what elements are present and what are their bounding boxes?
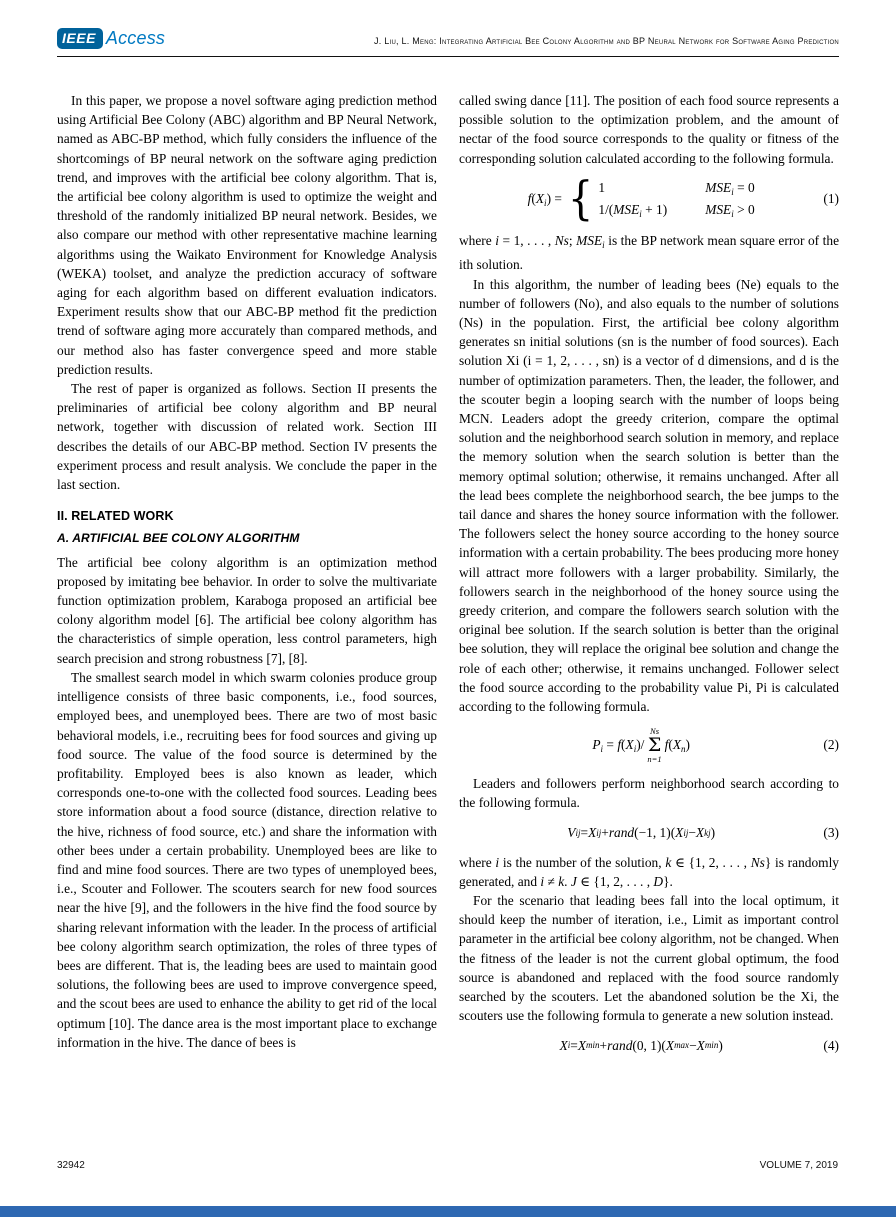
paragraph: where i = 1, . . . , Ns; $MSE_i$ is the BP network mean square error of the ith solution. — [459, 233, 839, 273]
sigma-icon: Σ — [647, 733, 662, 756]
eq2-pre: $P_i = f(X_i)/$ — [592, 736, 645, 754]
sum-lower-limit: n=1 — [647, 753, 662, 764]
left-column — [57, 91, 437, 1143]
equation-3 — [459, 824, 839, 842]
equation-2-body — [459, 727, 823, 763]
equation-3-body: V ij = X ij + rand (−1, 1)( X ij − X kj ) — [567, 824, 716, 840]
page-number: 32942 — [57, 1160, 85, 1171]
equation-3-number: (3) — [823, 824, 839, 840]
paragraph: The smallest search model in which swarm colonies produce group intelligence consists of three basic components, i.e., food sources, employed bees, and unemployed bees. There are two of most basic behavioral models, i.e., recruiting bees for food sources and giving up food source. The value of the food source is determined by the profitability. Employed bees is also known as leader, which corresponds one-to-one with the collected food sources. Leading bees store information about a food source (distance, direction relative to the hive, richness of food source, etc.) and share the information with other bees under a certain probability. Unemployed bees are like to find and mine food sources. There are two types of unemployed bees, i.e., Scouter and Follower. The scouters search for new food sources near the hive [9], and the followers in the hive find the food source by sharing relevant information with the leader. In the process of artificial bee colony algorithm search optimization, the roles of three types of bees are different. That is, the leading bees are used to maintain good solutions, the following bees are used to improve convergence speed, and the scout bees are used to enhance the ability to get rid of the local optimum [10]. The dance area is the most important place to exchange information in the hive. The dance of bees is — [57, 669, 437, 1050]
right-column — [459, 91, 839, 1143]
access-logo-text: Access — [105, 28, 166, 48]
equation-4-number: (4) — [823, 1037, 839, 1053]
equation-1 — [459, 173, 839, 226]
summation-symbol — [647, 727, 661, 763]
section-heading-related-work: II. RELATED WORK — [57, 509, 174, 524]
page-footer — [57, 1160, 838, 1171]
sum-upper-limit: Ns — [650, 726, 660, 737]
paragraph: The rest of paper is organized as follows. Section II presents the preliminaries of artificial bee colony algorithm and BP neural network, together with discussion of related work. Section III describes the details of our ABC-BP method. Section IV presents the experiment process and result analysis. We conclude the paper in the last section. — [57, 381, 437, 493]
volume-info: VOLUME 7, 2019 — [759, 1160, 838, 1171]
equation-4 — [459, 1037, 839, 1055]
running-title: J. Liu, L. Meng: Integrating Artificial Bee Colony Algorithm and BP Neural Network for Software Aging Prediction — [374, 36, 839, 46]
eq1-case1-value: 1 — [598, 179, 606, 195]
paragraph: In this paper, we propose a novel software aging prediction method using Artificial Bee Colony (ABC) algorithm and BP Neural Network, named as ABC-BP method, which fully considers the influence of the shortcomings of BP neural network on the software aging prediction trend, and improves with the artificial bee colony algorithm. That is, the artificial bee colony algorithm is used to optimize the weight and threshold of the randomly initialized BP neural network. Besides, we also compare our method with other representative machine learning algorithms using the Waikato Environment for Knowledge Analysis (WEKA) toolset, and analyze the prediction accuracy of software aging for each algorithm based on different evaluation indicators. Experiment results show that our ABC-BP method fit the prediction trend of software aging more accurately than compared methods, and our method also has faster convergence speed and more stable prediction results. — [57, 93, 437, 377]
equation-1-number: (1) — [823, 191, 839, 207]
subsection-heading-abc: A. ARTIFICIAL BEE COLONY ALGORITHM — [57, 531, 300, 546]
eq1-lhs: $f(X_i)$ = — [527, 190, 562, 208]
page-header — [57, 28, 839, 57]
equation-2-number: (2) — [823, 737, 839, 753]
paragraph: The artificial bee colony algorithm is an optimization method proposed by imitating bee behavior. In order to solve the multivariate function optimization problem, Karaboga proposed an artificial bee colony algorithm model [6]. The artificial bee colony algorithm has the characteristics of simple operation, less control parameters, high search precision and strong robustness [7], [8]. — [57, 554, 437, 666]
eq1-case2-value: $1/(MSE_i + 1)$ — [598, 201, 668, 219]
ieee-access-logo — [57, 28, 165, 49]
paragraph: where i is the number of the solution, k ∈ {1, 2, . . . , Ns} is randomly generated, and i ≠ k. J ∈ {1, 2, . . . , D}. — [459, 854, 839, 889]
paragraph: For the scenario that leading bees fall into the local optimum, it should keep the number of iteration, i.e., Limit as important control parameter in the artificial bee colony algorithm, not be changed. When the fitness of the leader is not the current global optimum, the food source is abandoned and replaced with the food source randomly searched by the scouters. Let the abandoned solution be the Xi, the scouters use the following formula to generate a new solution instead. — [459, 893, 839, 1024]
ieee-logo-badge: IEEE — [57, 28, 103, 49]
equation-2 — [459, 727, 839, 763]
paragraph: called swing dance [11]. The position of each food source represents a possible solution to the optimization problem, and the amount of nectar of the food source corresponds to the quality or fitness of the corresponding solution calculated according to the following formula. — [459, 93, 839, 166]
eq1-cases — [598, 179, 754, 220]
eq1-case2-condition: $MSE_i > 0$ — [705, 201, 755, 219]
equation-1-body — [459, 173, 823, 226]
paragraph: In this algorithm, the number of leading bees (Ne) equals to the number of followers (No), and also equals to the number of solutions (Ns) in the population. First, the artificial bee colony algorithm generates sn initial solutions (sn is the number of food sources). Each solution Xi (i = 1, 2, . . . , sn) is a vector of d dimensions, and d is the number of optimization parameters. Then, the leader, the follower, and the scouter begin a looping search with the number of loops being MCN. Leaders adopt the greedy criterion, compare the optimal solution and the neighborhood search solution in memory, and replace the memory solution when the search solution is better than the memory optimal solution; otherwise, it remains unchanged. After all the lead bees complete the neighborhood search, the bee jumps to the tail dance and shares the honey source information with the follower. The followers select the honey source according to the honey source information with a certain probability. The bees producing more honey will attract more followers with a larger probability. Similarly, the followers search in the neighborhood of the honey source using the greedy criterion, and compare the followers search solution with the original bee solution. If the search solution is better than the original bee solution, they will replace the original bee solution and change the role of each other; otherwise, it remains unchanged. Follower select the food source according to the probability value Pi, Pi is calculated according to the following formula. — [459, 276, 839, 714]
eq2-post: $f(X_n)$ — [664, 736, 691, 754]
bottom-bar — [0, 1206, 896, 1217]
two-column-content — [57, 91, 839, 1143]
equation-4-body: X i = X min + rand (0, 1)( X max − X min ) — [559, 1037, 723, 1053]
left-brace: { — [567, 173, 594, 226]
eq1-case1-condition: $MSE_i = 0$ — [705, 179, 755, 197]
paragraph: Leaders and followers perform neighborhood search according to the following formula. — [459, 776, 839, 811]
